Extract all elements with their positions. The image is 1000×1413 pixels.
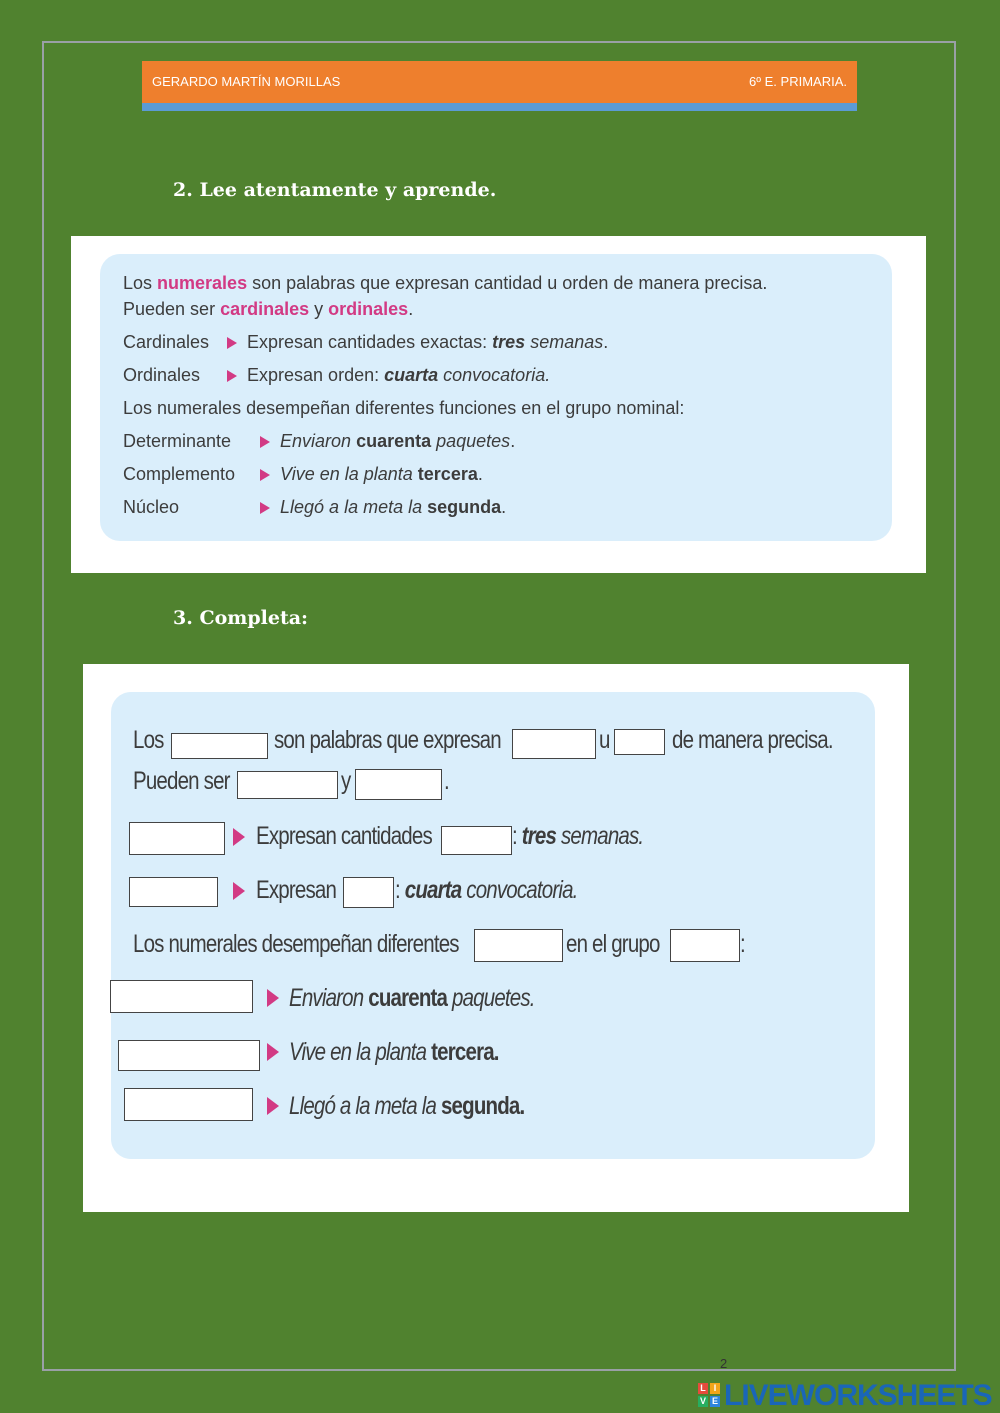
- blank-cardinales-label[interactable]: [129, 822, 225, 855]
- ex-line-3-a: Expresan cantidades: [256, 822, 432, 850]
- arrow-icon: [227, 370, 237, 382]
- ordinales-def: Expresan orden: cuarta convocatoria.: [227, 365, 550, 386]
- arrow-icon: [260, 502, 270, 514]
- page-header: [142, 61, 857, 103]
- ex-line-7: Vive en la planta tercera.: [289, 1038, 499, 1066]
- section-2-title: 2. Lee atentamente y aprende.: [173, 179, 497, 201]
- arrow-icon: [233, 828, 245, 846]
- blank-orden-2[interactable]: [343, 877, 394, 908]
- ex-line-2-b: y: [341, 767, 351, 795]
- blank-determinante[interactable]: [110, 980, 253, 1013]
- ex-line-5-a: Los numerales desempeñan diferentes: [133, 930, 459, 958]
- arrow-icon: [233, 882, 245, 900]
- info-panel: [71, 236, 926, 573]
- ex-line-2-a: Pueden ser: [133, 767, 230, 795]
- ex-line-1-c: u: [599, 726, 610, 754]
- arrow-icon: [267, 989, 279, 1007]
- author-name: GERARDO MARTÍN MORILLAS: [152, 74, 341, 89]
- blank-numerales[interactable]: [171, 733, 268, 759]
- grade-level: 6º E. PRIMARIA.: [749, 74, 847, 89]
- arrow-icon: [267, 1043, 279, 1061]
- info-line-2: Pueden ser cardinales y ordinales.: [123, 299, 414, 319]
- ex-line-5-b: en el grupo: [566, 930, 660, 958]
- determinante-example: Enviaron cuarenta paquetes.: [260, 431, 515, 452]
- info-card: [100, 254, 892, 541]
- arrow-icon: [267, 1097, 279, 1115]
- cardinales-row: Cardinales: [123, 332, 210, 352]
- blank-ordinales[interactable]: [355, 769, 442, 800]
- blank-exactas[interactable]: [441, 826, 512, 855]
- ex-line-3-ex: : tres semanas.: [512, 822, 644, 850]
- complemento-label: Complemento: [123, 464, 236, 484]
- arrow-icon: [227, 337, 237, 349]
- ex-line-6: Enviaron cuarenta paquetes.: [289, 984, 535, 1012]
- ordinales-row: Ordinales: [123, 365, 201, 385]
- blank-ordinales-label[interactable]: [129, 877, 218, 907]
- ex-line-1-a: Los: [133, 726, 164, 754]
- arrow-icon: [260, 469, 270, 481]
- determinante-label: Determinante: [123, 431, 232, 451]
- ex-line-5-c: :: [740, 930, 745, 958]
- nucleo-label: Núcleo: [123, 497, 180, 517]
- info-line-1: Los numerales son palabras que expresan cantidad u orden de manera precisa.: [123, 273, 768, 293]
- ex-line-4-ex: : cuarta convocatoria.: [395, 876, 578, 904]
- ex-line-4-a: Expresan: [256, 876, 337, 904]
- section-3-title: 3. Completa:: [173, 607, 309, 629]
- ex-line-1-b: son palabras que expresan: [274, 726, 501, 754]
- liveworksheets-logo[interactable]: [698, 1379, 994, 1411]
- brand-name: LIVEWORKSHEETS: [724, 1379, 992, 1412]
- blank-complemento[interactable]: [118, 1040, 260, 1071]
- page-number: 2: [720, 1356, 728, 1371]
- logo-grid-icon: L I V E: [699, 1383, 718, 1406]
- functions-intro: Los numerales desempeñan diferentes funciones en el grupo nominal:: [123, 398, 685, 418]
- ex-line-2-c: .: [444, 767, 449, 795]
- blank-cardinales[interactable]: [237, 771, 338, 799]
- blank-cantidad[interactable]: [512, 729, 596, 759]
- arrow-icon: [260, 436, 270, 448]
- ex-line-8: Llegó a la meta la segunda.: [289, 1092, 525, 1120]
- blank-funciones[interactable]: [474, 929, 563, 962]
- blank-nucleo[interactable]: [124, 1088, 253, 1121]
- blank-nominal[interactable]: [670, 929, 740, 962]
- nucleo-example: Llegó a la meta la segunda.: [260, 497, 506, 518]
- complemento-example: Vive en la planta tercera.: [260, 464, 483, 485]
- header-stripe: [142, 103, 857, 111]
- cardinales-def: Expresan cantidades exactas: tres semanas.: [227, 332, 608, 353]
- blank-orden[interactable]: [614, 729, 665, 755]
- ex-line-1-d: de manera precisa.: [672, 726, 833, 754]
